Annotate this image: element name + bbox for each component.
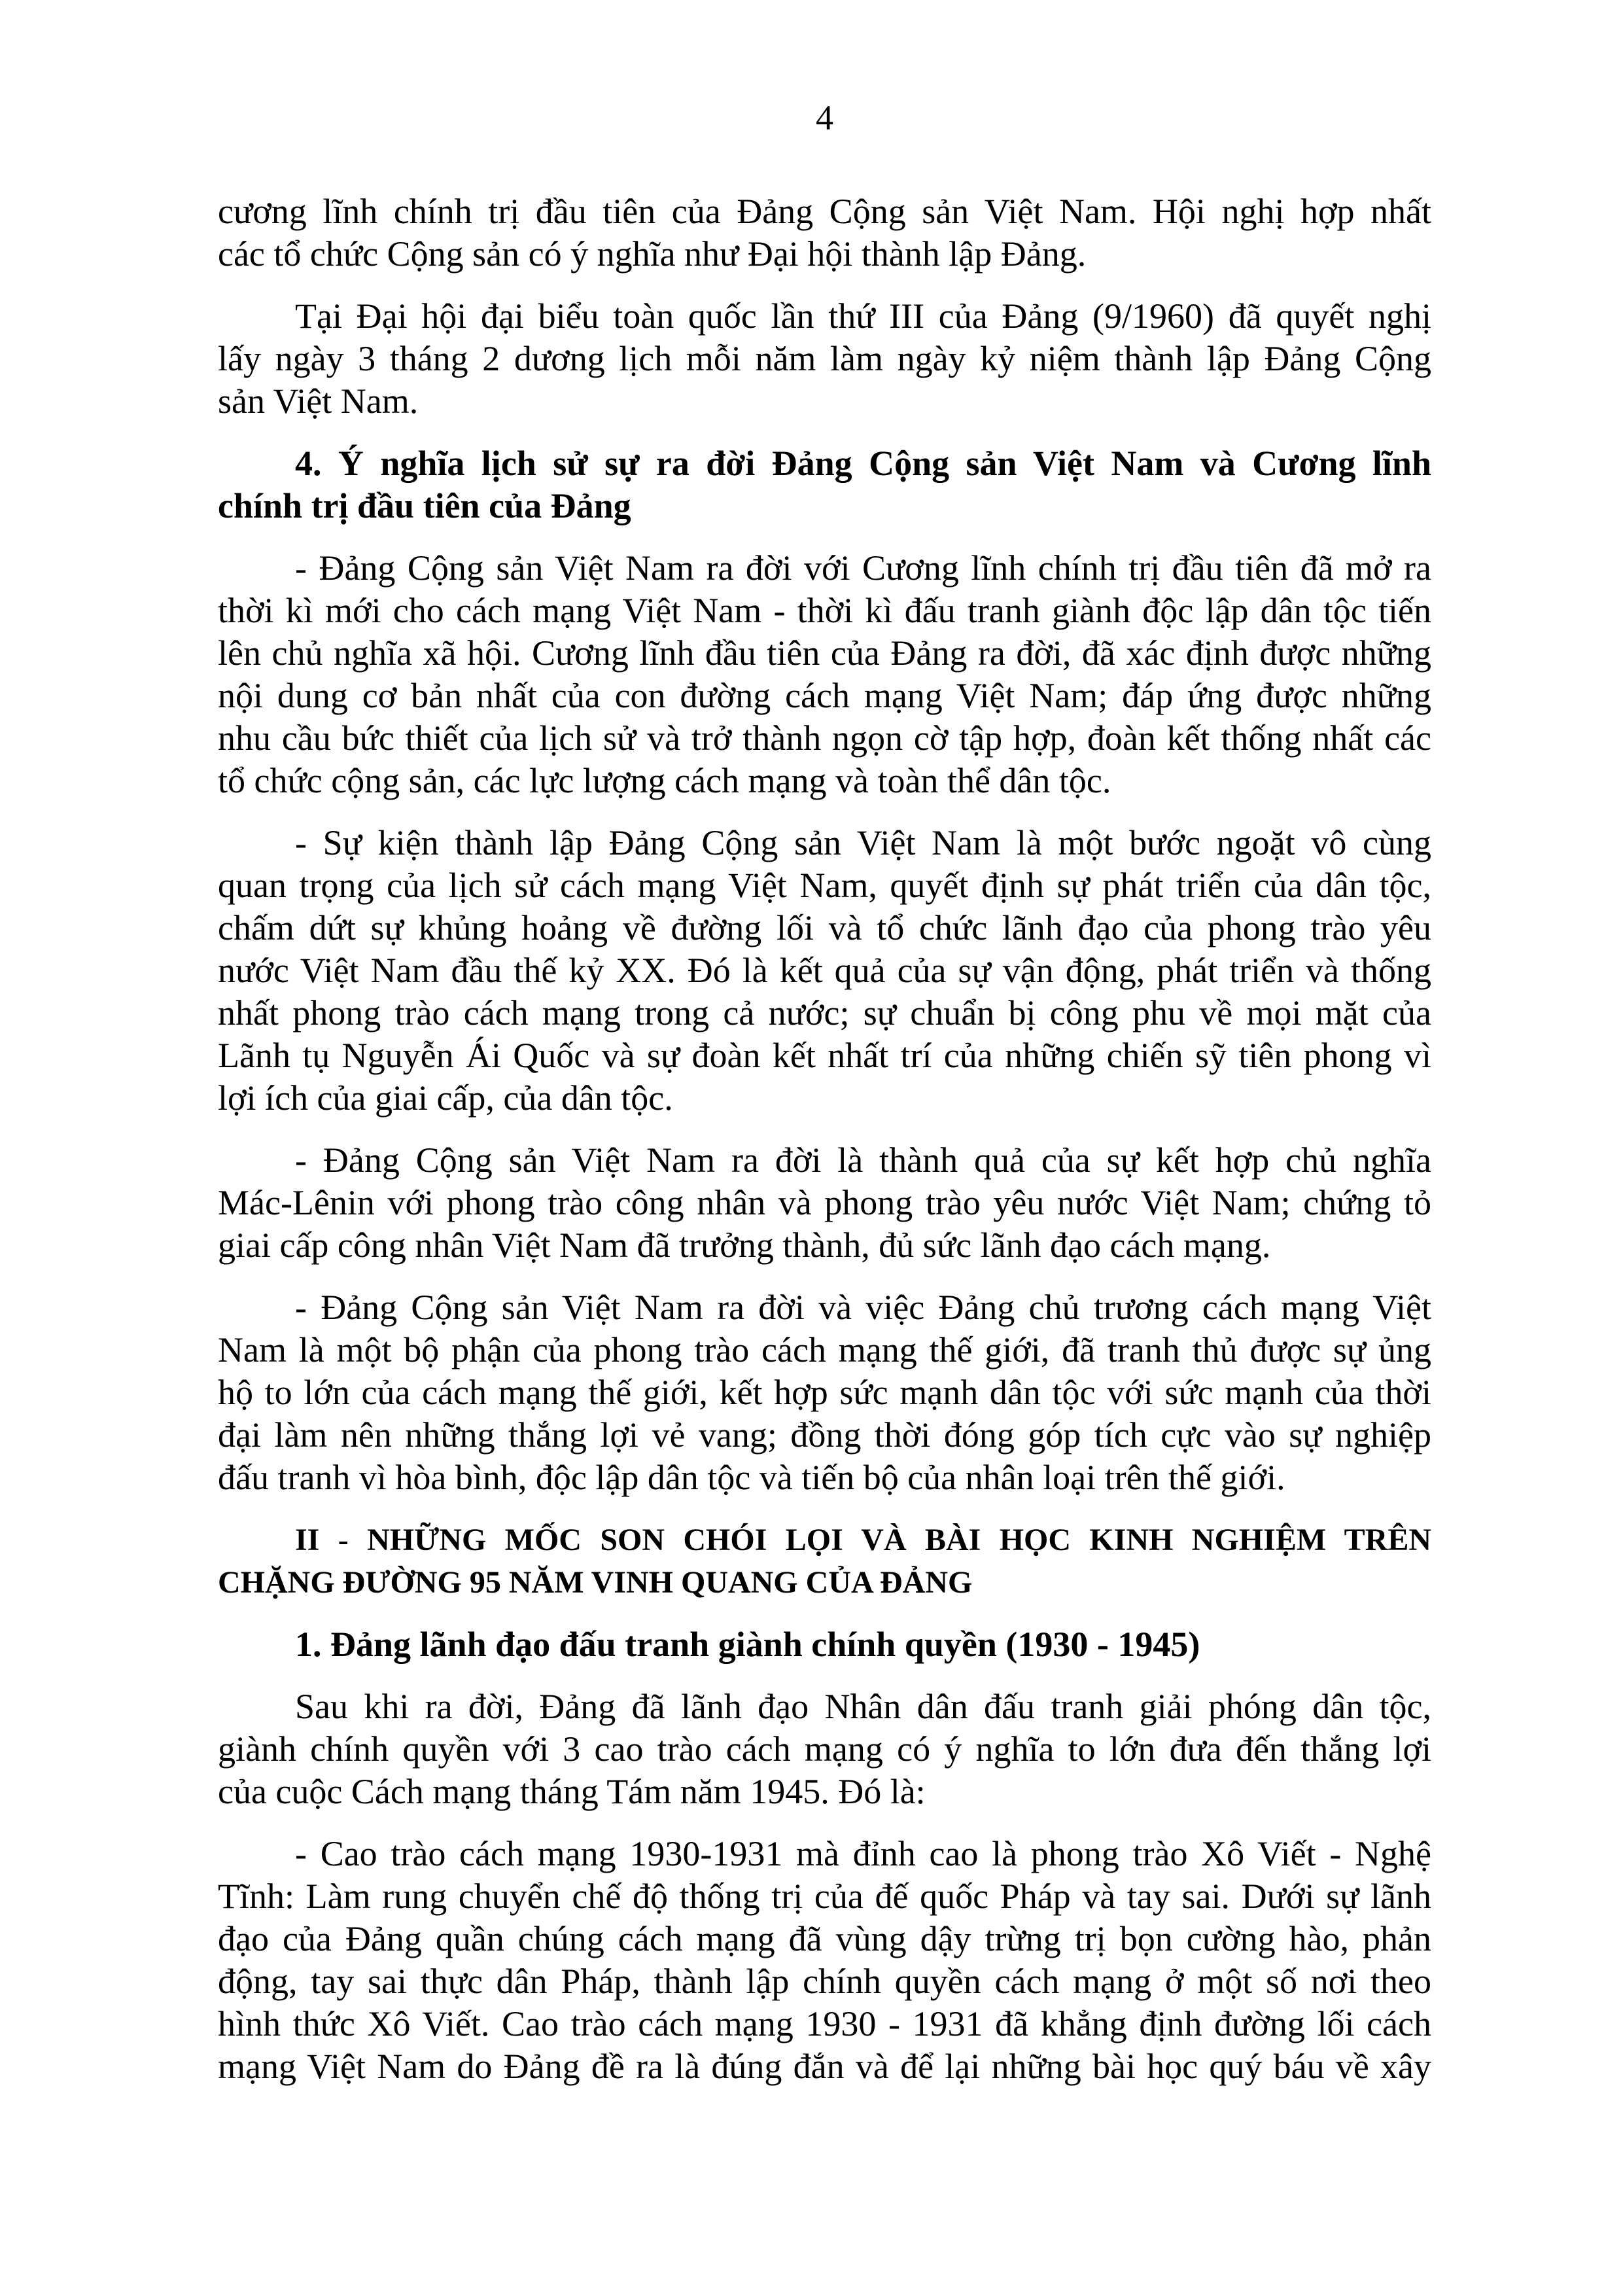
text-line: giành chính quyền với 3 cao trào cách mạng có ý nghĩa to lớn đưa đến thắng lợi (218, 1729, 1431, 1769)
text-line: Tại Đại hội đại biểu toàn quốc lần thứ III của Đảng (9/1960) đã quyết nghị (295, 296, 1431, 336)
text-line: thời kì mới cho cách mạng Việt Nam - thời kì đấu tranh giành độc lập dân tộc tiến (218, 591, 1431, 630)
text-line: 1. Đảng lãnh đạo đấu tranh giành chính quyền (1930 - 1945) (295, 1625, 1200, 1664)
text-line: lấy ngày 3 tháng 2 dương lịch mỗi năm làm ngày kỷ niệm thành lập Đảng Cộng (218, 339, 1431, 378)
paragraph (218, 1686, 1431, 1813)
text-line: chấm dứt sự khủng hoảng về đường lối và tổ chức lãnh đạo của phong trào yêu (218, 908, 1431, 947)
text-line: - Đảng Cộng sản Việt Nam ra đời và việc Đảng chủ trương cách mạng Việt (295, 1288, 1431, 1327)
text-line: tổ chức cộng sản, các lực lượng cách mạng và toàn thể dân tộc. (218, 761, 1111, 800)
text-line: nội dung cơ bản nhất của con đường cách mạng Việt Nam; đáp ứng được những (218, 676, 1431, 715)
text-line: đại làm nên những thắng lợi vẻ vang; đồng thời đóng góp tích cực vào sự nghiệp (218, 1415, 1431, 1455)
text-line: Sau khi ra đời, Đảng đã lãnh đạo Nhân dân đấu tranh giải phóng dân tộc, (295, 1687, 1431, 1726)
text-line: Lãnh tụ Nguyễn Ái Quốc và sự đoàn kết nhất trí của những chiến sỹ tiên phong vì (218, 1036, 1431, 1075)
subsection-heading-1 (218, 1623, 1431, 1666)
text-line: 4. Ý nghĩa lịch sử sự ra đời Đảng Cộng sản Việt Nam và Cương lĩnh (295, 444, 1431, 483)
document-content (218, 190, 1431, 2088)
text-line: đạo của Đảng quần chúng cách mạng đã vùng dậy trừng trị bọn cường hào, phản (218, 1919, 1431, 1958)
text-line: hình thức Xô Viết. Cao trào cách mạng 1930 - 1931 đã khẳng định đường lối cách (218, 2004, 1431, 2043)
text-line: II - NHỮNG MỐC SON CHÓI LỌI VÀ BÀI HỌC KINH NGHIỆM TRÊN (295, 1523, 1431, 1557)
section-heading-ii (218, 1519, 1431, 1604)
text-line: mạng Việt Nam do Đảng đề ra là đúng đắn và để lại những bài học quý báu về xây (218, 2047, 1431, 2086)
text-line: chính trị đầu tiên của Đảng (218, 486, 631, 525)
text-line: các tổ chức Cộng sản có ý nghĩa như Đại hội thành lập Đảng. (218, 234, 1087, 274)
paragraph (218, 822, 1431, 1120)
page-number: 4 (816, 98, 833, 137)
text-line: nhu cầu bức thiết của lịch sử và trở thành ngọn cờ tập hợp, đoàn kết thống nhất các (218, 718, 1431, 758)
text-line: - Sự kiện thành lập Đảng Cộng sản Việt Nam là một bước ngoặt vô cùng (295, 823, 1431, 862)
text-line: của cuộc Cách mạng tháng Tám năm 1945. Đó là: (218, 1772, 926, 1811)
text-line: lên chủ nghĩa xã hội. Cương lĩnh đầu tiên của Đảng ra đời, đã xác định được những (218, 633, 1431, 673)
text-line: - Đảng Cộng sản Việt Nam ra đời là thành quả của sự kết hợp chủ nghĩa (295, 1140, 1431, 1180)
text-line: nhất phong trào cách mạng trong cả nước; sự chuẩn bị công phu về mọi mặt của (218, 993, 1431, 1033)
text-line: cương lĩnh chính trị đầu tiên của Đảng Cộng sản Việt Nam. Hội nghị hợp nhất (218, 192, 1431, 231)
text-line: Tĩnh: Làm rung chuyển chế độ thống trị của đế quốc Pháp và tay sai. Dưới sự lãnh (218, 1877, 1431, 1916)
text-line: lợi ích của giai cấp, của dân tộc. (218, 1078, 673, 1118)
text-line: Mác-Lênin với phong trào công nhân và phong trào yêu nước Việt Nam; chứng tỏ (218, 1183, 1431, 1222)
text-line: - Cao trào cách mạng 1930-1931 mà đỉnh cao là phong trào Xô Viết - Nghệ (295, 1834, 1431, 1873)
paragraph (218, 1833, 1431, 2088)
paragraph (218, 295, 1431, 423)
paragraph (218, 1286, 1431, 1499)
text-line: giai cấp công nhân Việt Nam đã trưởng thành, đủ sức lãnh đạo cách mạng. (218, 1226, 1271, 1265)
text-line: hộ to lớn của cách mạng thế giới, kết hợp sức mạnh dân tộc với sức mạnh của thời (218, 1373, 1431, 1412)
text-line: động, tay sai thực dân Pháp, thành lập chính quyền cách mạng ở một số nơi theo (218, 1962, 1431, 2001)
section-heading-4 (218, 442, 1431, 527)
text-line: quan trọng của lịch sử cách mạng Việt Nam, quyết định sự phát triển của dân tộc, (218, 866, 1431, 905)
text-line: nước Việt Nam đầu thế kỷ XX. Đó là kết quả của sự vận động, phát triển và thống (218, 951, 1431, 990)
text-line: đấu tranh vì hòa bình, độc lập dân tộc và tiến bộ của nhân loại trên thế giới. (218, 1458, 1285, 1497)
text-line: Nam là một bộ phận của phong trào cách mạng thế giới, đã tranh thủ được sự ủng (218, 1330, 1431, 1369)
text-line: CHẶNG ĐƯỜNG 95 NĂM VINH QUANG CỦA ĐẢNG (218, 1565, 973, 1600)
text-line: sản Việt Nam. (218, 381, 419, 421)
paragraph (218, 547, 1431, 802)
paragraph (218, 190, 1431, 275)
paragraph (218, 1139, 1431, 1267)
text-line: - Đảng Cộng sản Việt Nam ra đời với Cương lĩnh chính trị đầu tiên đã mở ra (295, 548, 1431, 588)
